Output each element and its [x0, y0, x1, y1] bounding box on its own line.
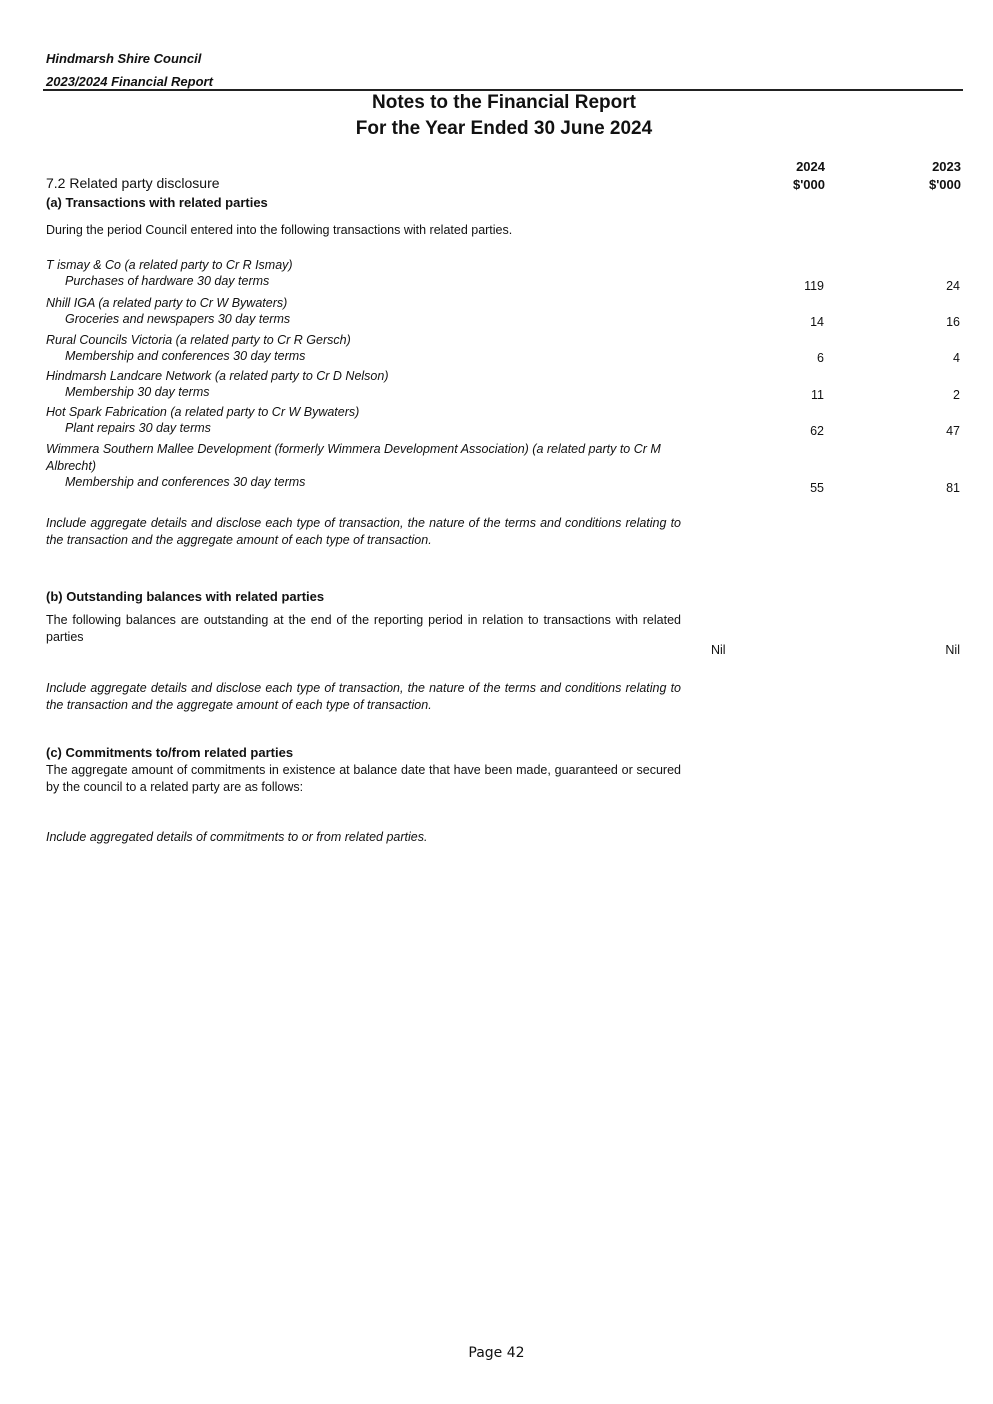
party-name: Nhill IGA (a related party to Cr W Bywaters) [46, 296, 288, 310]
transaction-desc: Groceries and newspapers 30 day terms [65, 312, 291, 326]
col-2023-unit: $'000 [928, 177, 961, 192]
party-name: Rural Councils Victoria (a related party to Cr R Gersch) [46, 333, 351, 347]
page-subtitle: For the Year Ended 30 June 2024 [355, 118, 653, 139]
transaction-desc: Membership and conferences 30 day terms [65, 475, 306, 489]
page-title: Notes to the Financial Report [372, 92, 636, 113]
transaction-desc: Plant repairs 30 day terms [65, 421, 211, 435]
subsection-a-note: Include aggregate details and disclose each type of transaction, the nature of the terms and conditions relating to the transaction and the aggregate amount of each type of transaction. [46, 516, 681, 547]
section-heading: 7.2 Related party disclosure [46, 175, 220, 191]
value-2023: 2 [953, 388, 960, 402]
party-name: Hindmarsh Landcare Network (a related party to Cr D Nelson) [46, 369, 389, 383]
party-name: Hot Spark Fabrication (a related party to Cr W Bywaters) [46, 405, 360, 419]
balance-2024: Nil [711, 643, 726, 657]
value-2024: 119 [804, 279, 824, 293]
transaction-desc: Membership 30 day terms [65, 385, 210, 399]
header-rule [43, 89, 963, 91]
page-number: Page 42 [468, 1345, 525, 1361]
subsection-b-note: Include aggregate details and disclose each type of transaction, the nature of the terms and conditions relating to the transaction and the aggregate amount of each type of transaction. [46, 681, 681, 712]
col-2024: 2024 [796, 159, 825, 174]
col-2024-unit: $'000 [792, 177, 825, 192]
org-name: Hindmarsh Shire Council [46, 51, 202, 66]
subsection-b-heading: (b) Outstanding balances with related parties [46, 589, 325, 604]
value-2023: 4 [953, 351, 960, 365]
value-2023: 16 [946, 315, 960, 329]
report-name: 2023/2024 Financial Report [46, 74, 213, 89]
subsection-b-text: The following balances are outstanding at the end of the reporting period in relation to transactions with related parties [46, 613, 681, 644]
transaction-desc: Membership and conferences 30 day terms [65, 349, 306, 363]
subsection-c-text: The aggregate amount of commitments in existence at balance date that have been made, guaranteed or secured by the council to a related party are as follows: [46, 763, 681, 794]
subsection-c-note: Include aggregated details of commitments to or from related parties. [46, 830, 428, 844]
party-name: T ismay & Co (a related party to Cr R Ismay) [46, 258, 293, 272]
value-2024: 11 [811, 388, 824, 402]
transaction-desc: Purchases of hardware 30 day terms [65, 274, 270, 288]
party-name: Wimmera Southern Mallee Development (formerly Wimmera Development Association) (a related party to Cr M Albrecht) [46, 442, 661, 473]
subsection-a-heading: (a) Transactions with related parties [46, 195, 268, 210]
subsection-c-heading: (c) Commitments to/from related parties [46, 745, 294, 760]
value-2024: 14 [810, 315, 824, 329]
value-2023: 47 [946, 424, 960, 438]
value-2024: 62 [810, 424, 824, 438]
balance-2023: Nil [945, 643, 960, 657]
value-2023: 81 [946, 481, 960, 495]
value-2024: 55 [810, 481, 824, 495]
value-2024: 6 [817, 351, 824, 365]
subsection-a-intro: During the period Council entered into the following transactions with related parties. [46, 223, 513, 237]
col-2023: 2023 [932, 159, 961, 174]
value-2023: 24 [946, 279, 960, 293]
